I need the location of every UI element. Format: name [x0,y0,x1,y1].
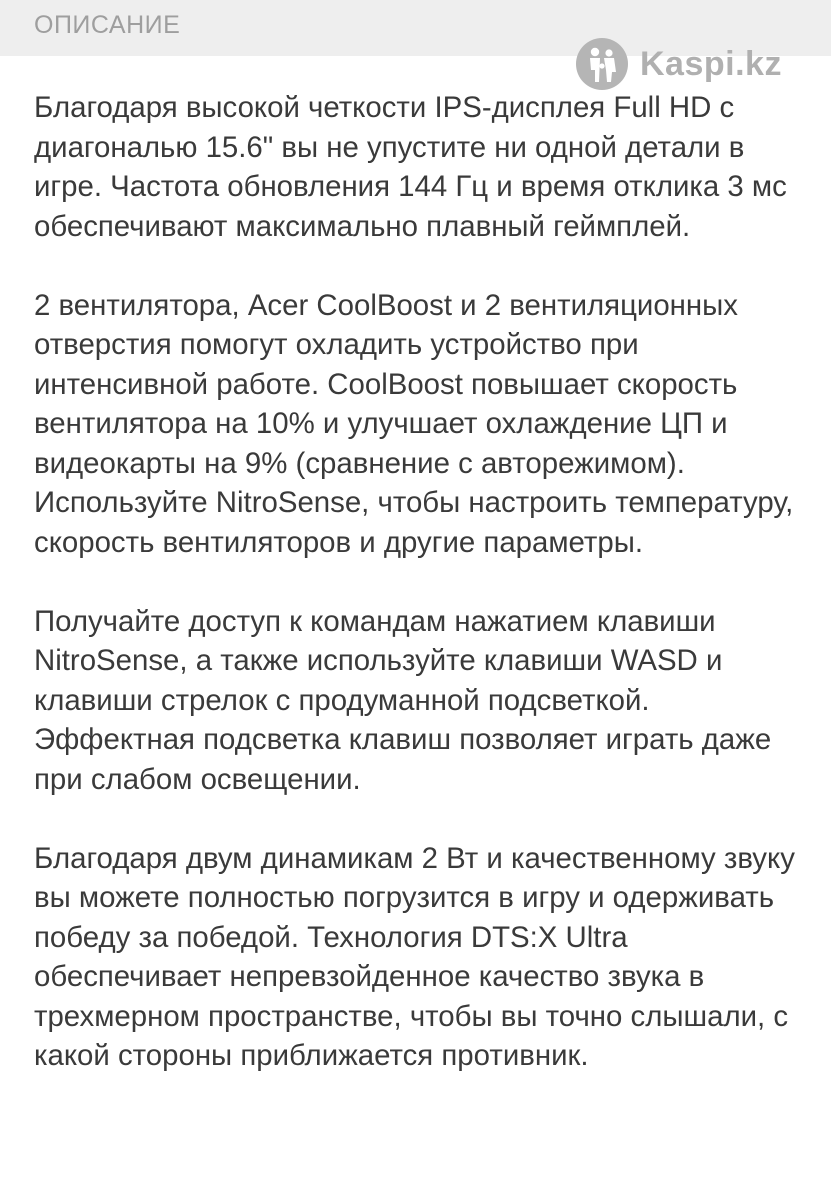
description-paragraph: Благодаря двум динамикам 2 Вт и качественному звуку вы можете полностью погрузится в игру и одерживать победу за победой. Технология DTS:X Ultra обеспечивает непревзойденное качество звука в трехмерном пространстве, чтобы вы точно слышали, с какой стороны приближается противник. [34,841,795,1072]
description-body [34,88,804,1115]
watermark-text: Kaspi.kz [640,44,782,83]
description-paragraph: 2 вентилятора, Acer CoolBoost и 2 вентиляционных отверстия помогут охладить устройство при интенсивной работе. CoolBoost повышает скорость вентилятора на 10% и улучшает охлаждение ЦП и видеокарты на 9% (сравнение с авторежимом). Используйте NitroSense, чтобы настроить температуру, скорость вентиляторов и другие параметры. [34,288,794,559]
family-logo-icon [576,38,628,90]
description-paragraph: Благодаря высокой четкости IPS-дисплея Full HD с диагональю 15.6" вы не упустите ни одной детали в игре. Частота обновления 144 Гц и время отклика 3 мс обеспечивают максимально плавный геймплей. [34,91,787,243]
description-paragraph: Получайте доступ к командам нажатием клавиши NitroSense, а также используйте клавиши WASD и клавиши стрелок с продуманной подсветкой. Эффектная подсветка клавиш позволяет играть даже при слабом освещении. [34,604,772,796]
kaspi-watermark [576,36,782,92]
section-title: ОПИСАНИЕ [34,11,181,39]
